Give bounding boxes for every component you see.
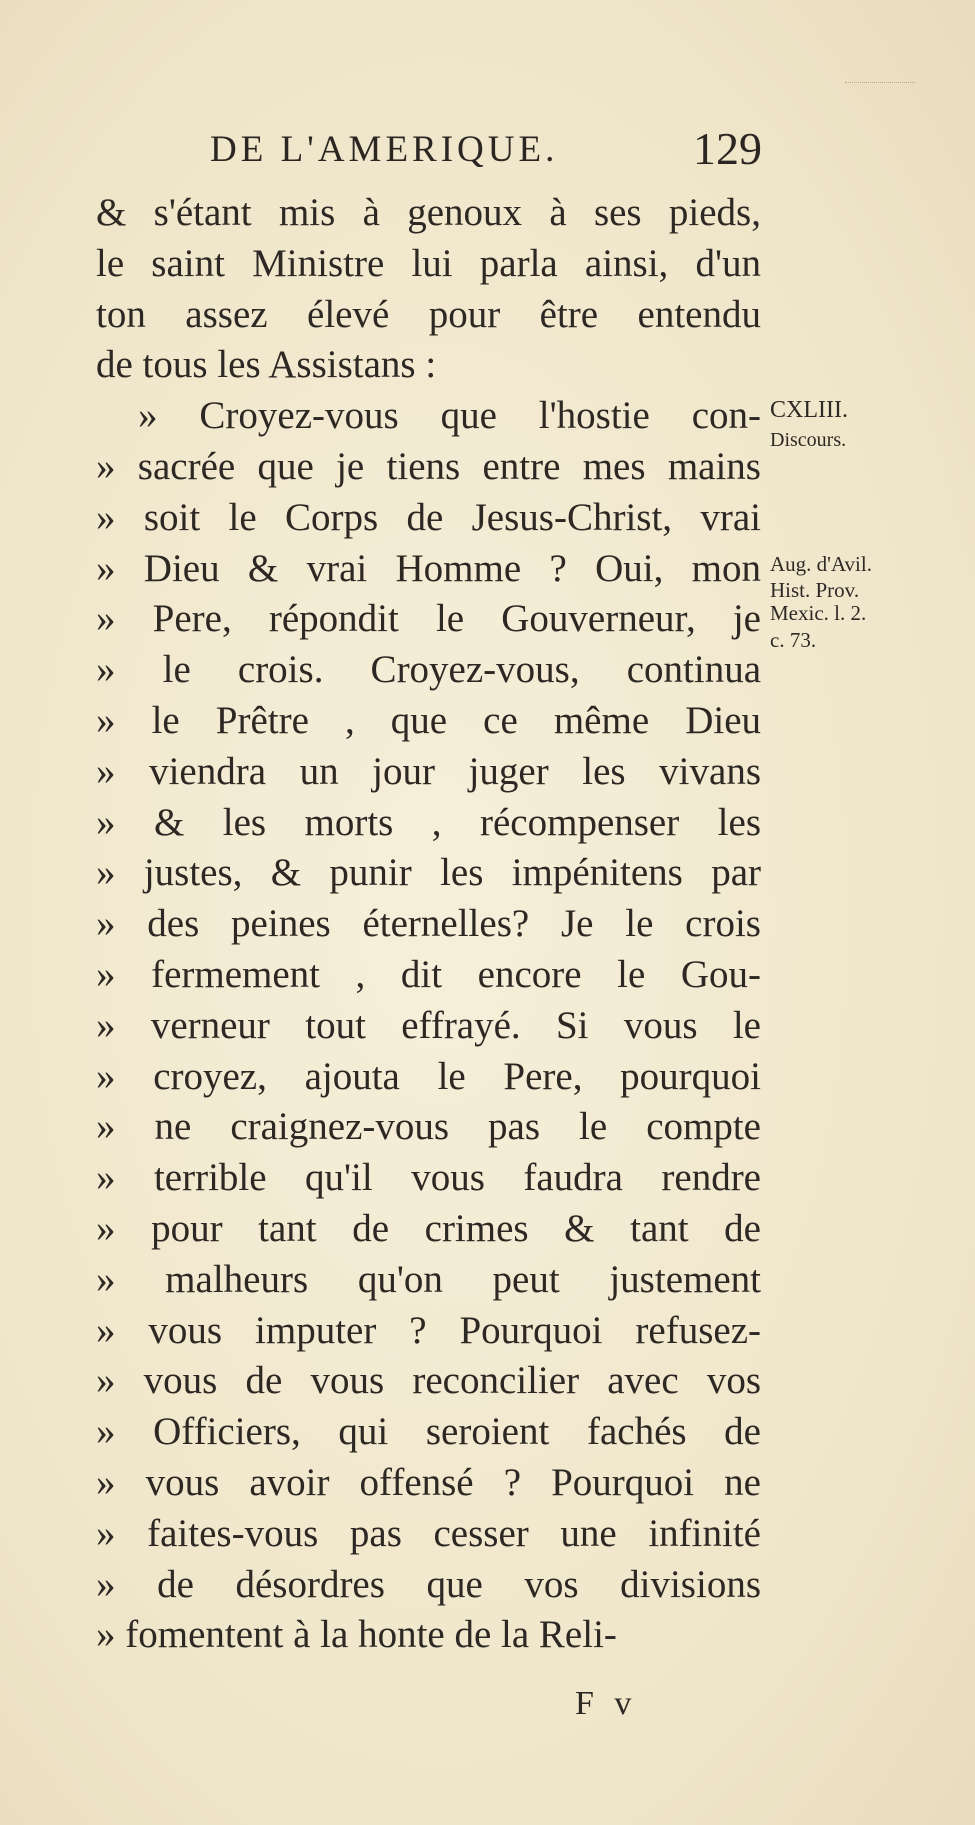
- text-line: » Pere, répondit le Gouverneur, je: [96, 597, 761, 641]
- margin-number: CXLIII.: [770, 397, 848, 423]
- text-line: » vous avoir offensé ? Pourquoi ne: [96, 1460, 761, 1504]
- text-line: » & les morts , récompenser les: [96, 800, 761, 844]
- margin-reference-book: Mexic. l. 2.: [770, 601, 867, 625]
- text-line: » Officiers, qui seroient fachés de: [96, 1410, 761, 1454]
- text-line: » pour tant de crimes & tant de: [96, 1206, 761, 1250]
- corner-ornament: [845, 82, 915, 89]
- running-header: [210, 123, 770, 174]
- text-line: » le crois. Croyez-vous, continua: [96, 648, 761, 692]
- text-line: » faites-vous pas cesser une infinité: [96, 1511, 761, 1555]
- margin-reference-chapter: c. 73.: [770, 628, 817, 652]
- text-line: » terrible qu'il vous faudra rendre: [96, 1156, 761, 1200]
- text-line: » sacrée que je tiens entre mes mains: [96, 444, 761, 488]
- text-line: » malheurs qu'on peut justement: [96, 1257, 761, 1301]
- text-line: » Croyez-vous que l'hostie con-: [138, 394, 761, 438]
- signature-mark: F v: [575, 1685, 638, 1722]
- body-text: [96, 188, 761, 1661]
- text-line: » justes, & punir les impénitens par: [96, 851, 761, 895]
- text-line: » Dieu & vrai Homme ? Oui, mon: [96, 546, 761, 590]
- text-line: » des peines éternelles? Je le crois: [96, 902, 761, 946]
- text-line: » fermement , dit encore le Gou-: [96, 952, 761, 996]
- text-line: » le Prêtre , que ce même Dieu: [96, 698, 761, 742]
- page-number: 129: [693, 123, 762, 174]
- text-line: » ne craignez-vous pas le compte: [96, 1105, 761, 1149]
- text-line: ton assez élevé pour être entendu: [96, 292, 761, 336]
- running-title: DE L'AMERIQUE.: [210, 129, 559, 170]
- text-line: » viendra un jour juger les vivans: [96, 749, 761, 793]
- text-line: » fomentent à la honte de la Reli-: [96, 1613, 617, 1657]
- text-line: » de désordres que vos divisions: [96, 1562, 761, 1606]
- margin-reference-author: Aug. d'Avil.: [770, 552, 872, 576]
- text-line: » soit le Corps de Jesus-Christ, vrai: [96, 495, 761, 539]
- text-line: » croyez, ajouta le Pere, pourquoi: [96, 1054, 761, 1098]
- text-line: & s'étant mis à genoux à ses pieds,: [96, 191, 761, 234]
- margin-reference-title: Hist. Prov.: [770, 578, 860, 602]
- text-line: » vous imputer ? Pourquoi refusez-: [96, 1308, 761, 1352]
- text-line: » verneur tout effrayé. Si vous le: [96, 1003, 761, 1047]
- margin-label: Discours.: [770, 429, 847, 451]
- text-line: de tous les Assistans :: [96, 343, 437, 387]
- text-line: » vous de vous reconcilier avec vos: [96, 1359, 761, 1403]
- text-line: le saint Ministre lui parla ainsi, d'un: [96, 241, 761, 285]
